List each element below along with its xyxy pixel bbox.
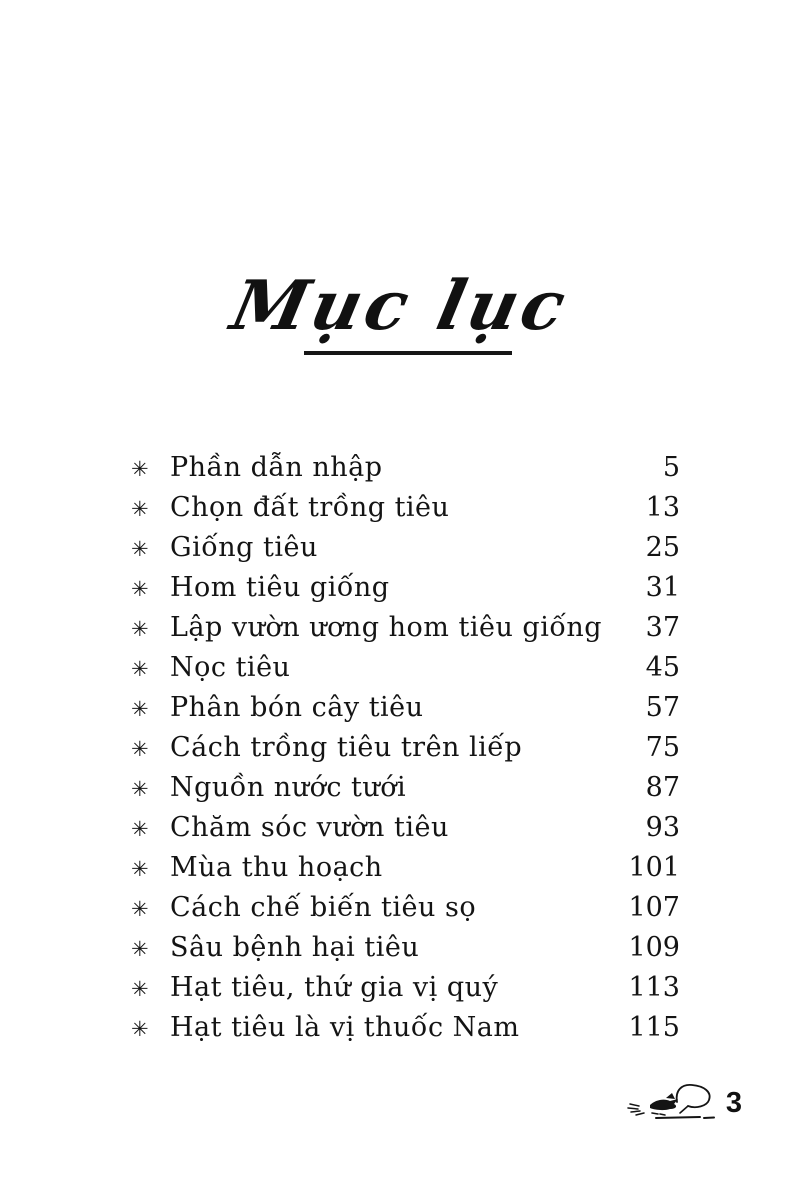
toc-entry-label: Lập vườn ương hom tiêu giống [170, 612, 603, 643]
toc-entry-page-number: 25 [645, 532, 680, 563]
page-footer [622, 1080, 742, 1122]
toc-entry-label: Mùa thu hoạch [170, 852, 383, 883]
toc-entry-label: Hạt tiêu, thứ gia vị quý [170, 972, 499, 1003]
toc-entry [131, 488, 680, 528]
asterisk-bullet: ✳ [131, 777, 149, 801]
asterisk-bullet: ✳ [131, 657, 149, 681]
toc-entry-label: Phần dẫn nhập [170, 452, 383, 483]
toc-entry-page-number: 109 [628, 932, 680, 963]
asterisk-bullet: ✳ [131, 937, 149, 961]
toc-entry-page-number: 5 [662, 452, 680, 483]
toc-entry-page-number: 31 [645, 572, 680, 603]
title-block [0, 266, 800, 346]
asterisk-bullet: ✳ [131, 697, 149, 721]
asterisk-bullet: ✳ [131, 497, 149, 521]
toc-entry [131, 608, 680, 648]
asterisk-bullet: ✳ [131, 577, 149, 601]
folio-page-number: 3 [725, 1087, 742, 1119]
page-title: Mục lục [224, 266, 576, 346]
toc-entry [131, 768, 680, 808]
toc-entry-label: Nọc tiêu [170, 652, 291, 683]
asterisk-bullet: ✳ [131, 1017, 149, 1041]
toc-entry [131, 528, 680, 568]
toc-entry-page-number: 115 [628, 1012, 680, 1043]
toc-entry-label: Chăm sóc vườn tiêu [170, 812, 449, 843]
toc-entry-page-number: 75 [645, 732, 680, 763]
asterisk-bullet: ✳ [131, 537, 149, 561]
toc-entry-page-number: 45 [645, 652, 680, 683]
toc-entry-page-number: 13 [645, 492, 680, 523]
toc-entry [131, 1008, 680, 1048]
toc-entry [131, 568, 680, 608]
asterisk-bullet: ✳ [131, 977, 149, 1001]
toc-entry [131, 888, 680, 928]
toc-entry-label: Cách chế biến tiêu sọ [170, 892, 477, 923]
toc-entry-label: Phân bón cây tiêu [170, 692, 424, 723]
toc-entry [131, 688, 680, 728]
toc-entry-label: Chọn đất trồng tiêu [170, 492, 450, 523]
toc-entry-page-number: 37 [645, 612, 680, 643]
toc-entry-page-number: 93 [645, 812, 680, 843]
toc-entry-page-number: 113 [628, 972, 680, 1003]
toc-entry-label: Nguồn nước tưới [170, 772, 407, 803]
toc-entry [131, 648, 680, 688]
toc-entry [131, 728, 680, 768]
toc-entry-page-number: 107 [628, 892, 680, 923]
asterisk-bullet: ✳ [131, 817, 149, 841]
toc-entry-page-number: 101 [628, 852, 680, 883]
tailpiece-sketch-icon [622, 1080, 722, 1122]
toc-entry [131, 848, 680, 888]
toc-entry-label: Sâu bệnh hại tiêu [170, 932, 420, 963]
toc-entry-label: Giống tiêu [170, 532, 318, 563]
toc-entry-page-number: 57 [645, 692, 680, 723]
toc-entry [131, 448, 680, 488]
toc-entry [131, 808, 680, 848]
asterisk-bullet: ✳ [131, 457, 149, 481]
toc-entry [131, 928, 680, 968]
toc-entry-label: Hạt tiêu là vị thuốc Nam [170, 1012, 520, 1043]
toc-entry-label: Cách trồng tiêu trên liếp [170, 732, 523, 763]
asterisk-bullet: ✳ [131, 857, 149, 881]
asterisk-bullet: ✳ [131, 897, 149, 921]
title-underline [304, 351, 512, 355]
toc-entry-page-number: 87 [645, 772, 680, 803]
toc-list [131, 448, 680, 1048]
asterisk-bullet: ✳ [131, 737, 149, 761]
toc-entry-label: Hom tiêu giống [170, 572, 390, 603]
asterisk-bullet: ✳ [131, 617, 149, 641]
toc-entry [131, 968, 680, 1008]
